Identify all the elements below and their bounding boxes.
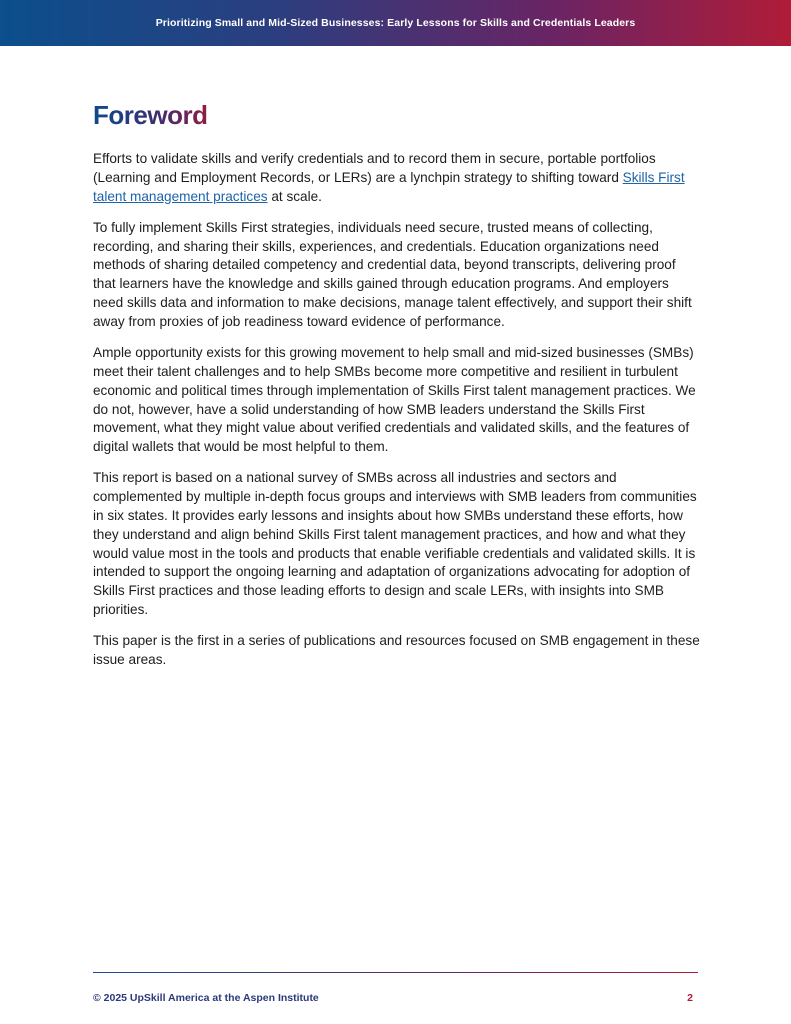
paragraph-1-text-start: Efforts to validate skills and verify credentials and to record them in secure, portable portfolios (Learning and Employment Records, or LERs) are a lynchpin strategy to shifting toward [93,151,656,185]
banner-title: Prioritizing Small and Mid-Sized Businesses: Early Lessons for Skills and Credentials Leaders [155,17,636,29]
paragraph-2: To fully implement Skills First strategies, individuals need secure, trusted means of collecting, recording, and sharing their skills, experiences, and credentials. Education organizations need methods of sharing detailed competency and credential data, beyond transcripts, delivering proof that learners have the knowledge and skills gained through education programs. And employers need skills data and information to make decisions, manage talent effectively, and support their shift away from proxies of job readiness toward evidence of performance. [93,219,692,329]
paragraph-1 [93,150,701,206]
skills-first-link[interactable]: Skills First talent management practices [93,169,685,204]
page-title: Foreword [93,100,208,130]
header-banner [0,0,791,46]
paragraph-1-text-end: at scale. [267,188,322,204]
footer-divider [93,972,698,973]
paragraph-5: This paper is the first in a series of publications and resources focused on SMB engagement in these issue areas. [93,633,700,668]
paragraph-3: Ample opportunity exists for this growing movement to help small and mid-sized businesses (SMBs) meet their talent challenges and to help SMBs become more competitive and resilient in turbulent economic and political times through implementation of Skills First talent management practices. We do not, however, have a solid understanding of how SMB leaders understand the Skills First movement, what they might value about verified credentials and validated skills, and the features of digital wallets that would be most helpful to them. [93,345,696,455]
foreword-body [93,150,701,682]
paragraph-4: This report is based on a national survey of SMBs across all industries and sectors and complemented by multiple in-depth focus groups and interviews with SMB leaders from communities in six states. It provides early lessons and insights about how SMBs understand these efforts, how they understand and align behind Skills First talent management practices, and how and what they would value most in the tools and products that enable verifiable credentials and validated skills. It is intended to support the ongoing learning and adaptation of organizations advocating for adoption of Skills First practices and those leading efforts to design and scale LERs, with insights into SMB priorities. [93,470,697,618]
page-number: 2 [687,992,693,1004]
footer-copyright: © 2025 UpSkill America at the Aspen Institute [93,992,319,1004]
